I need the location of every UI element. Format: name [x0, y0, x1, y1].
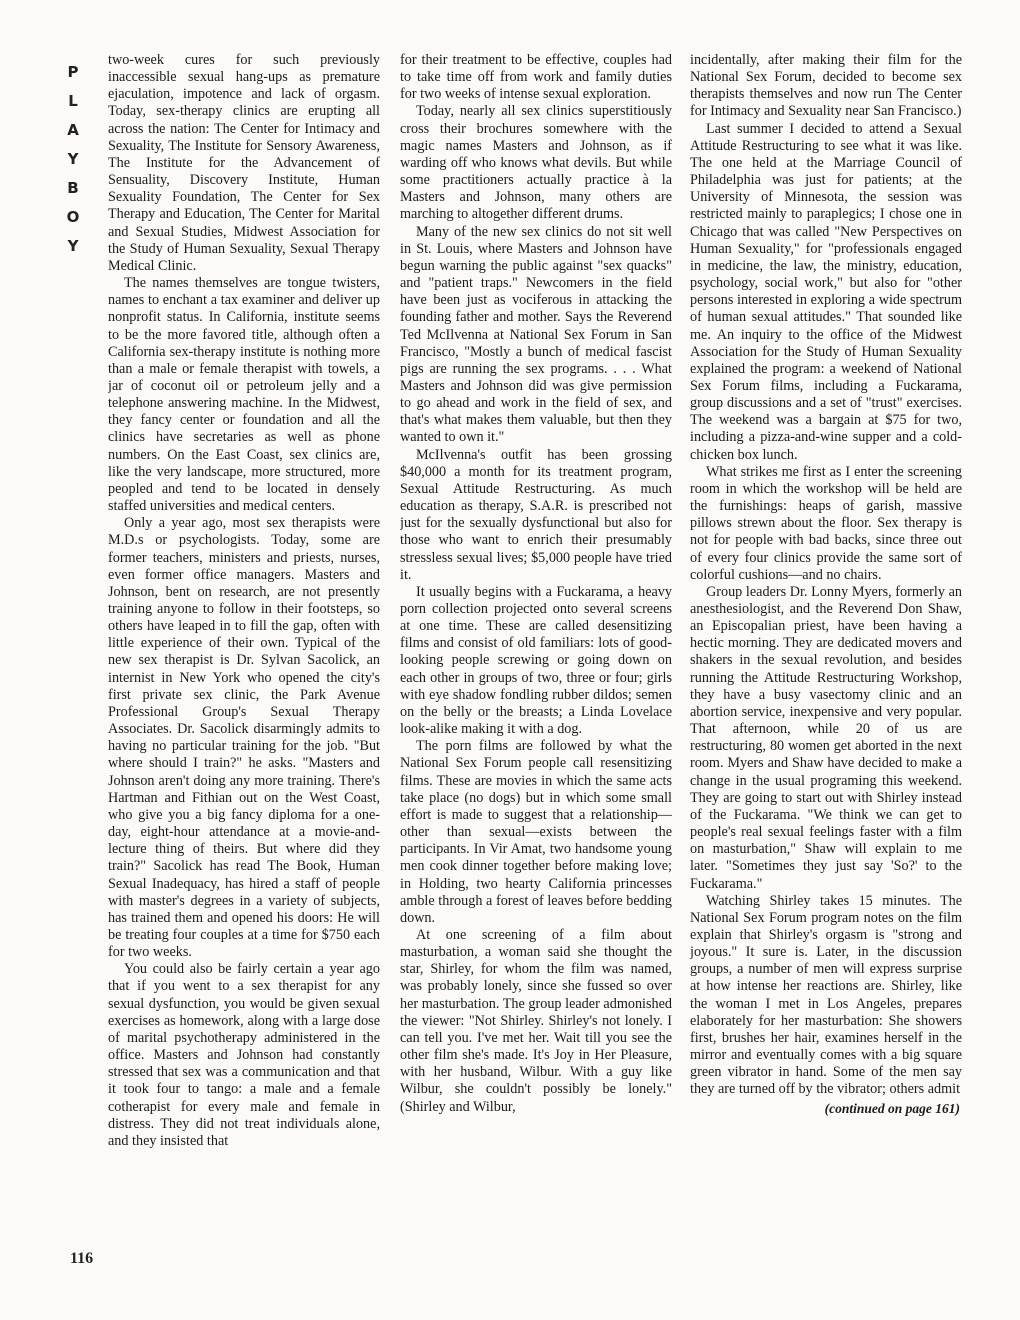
paragraph: incidentally, after making their film for the National Sex Forum, decided to become sex therapists themselves and now run The Center for Intimacy and Sexuality near San Francisco.)	[690, 52, 962, 120]
masthead-letter: P	[67, 63, 79, 81]
paragraph: You could also be fairly certain a year ago that if you went to a sex therapist for any sexual dysfunction, you would be given sexual exercises as homework, along with a large dose of marital psychotherapy administered in the office. Masters and Johnson had constantly stressed that sex was a communication and that it took four to tango: a male and a female cotherapist for every male and female in distress. They did not treat individuals alone, and they insisted that	[108, 961, 380, 1149]
paragraph: Many of the new sex clinics do not sit well in St. Louis, where Masters and Johnson have begun warning the public against "sex quacks" and "patient traps." Newcomers in the field have been just as vociferous in attacking the founding father and mother. Says the Reverend Ted McIlvenna at National Sex Forum in San Francisco, "Mostly a bunch of medical fascist pigs are running the sex programs. . . . What Masters and Johnson did was give permission to go ahead and work in the field of sex, and that's what makes them valuable, but then they wanted to own it."	[400, 223, 672, 446]
paragraph: The names themselves are tongue twisters, names to enchant a tax examiner and deliver up nonprofit status. In California, institute seems to be the more favored title, although often a California sex-therapy institute is nothing more than a male or female therapist with towels, a jar of coconut oil or petroleum jelly and a telephone answering machine. In the Midwest, they fancy center or foundation and all the clinics have secretaries as well as phone numbers. On the East Coast, sex clinics are, like the very landscape, more structured, more peopled and tend to be located in densely staffed universities and medical centers.	[108, 275, 380, 515]
masthead-letter: B	[67, 179, 79, 197]
article-column-2	[400, 52, 672, 1116]
article-column-3	[690, 52, 962, 1117]
paragraph: At one screening of a film about masturbation, a woman said she thought the star, Shirley, for whom the film was named, was probably lonely, since she fussed so over her masturbation. The group leader admonished the viewer: "Not Shirley. Shirley's not lonely. I can tell you. I've met her. Wait till you see the other film she's made. It's Joy in Her Pleasure, with her husband, Wilbur. With a guy like Wilbur, she couldn't possibly be lonely." (Shirley and Wilbur,	[400, 926, 672, 1115]
paragraph: Today, nearly all sex clinics superstitiously cross their brochures somewhere with the magic names Masters and Johnson, as if warding off who knows what devils. But while some practitioners actually practice à la Masters and Johnson, many others are marching to altogether different drums.	[400, 103, 672, 223]
paragraph: Group leaders Dr. Lonny Myers, formerly an anesthesiologist, and the Reverend Don Shaw, an Episcopalian priest, have been having a hectic morning. They are dedicated movers and shakers in the sexual revolution, and besides running the Attitude Restructuring Workshop, they have a busy vasectomy clinic and an abortion service, inexpensive and very popular. That afternoon, while 20 of us are restructuring, 80 women get aborted in the next room. Myers and Shaw have decided to make a change in the usual programing this weekend. They are going to start out with Shirley instead of the Fuckarama. "We think we can get to people's real sexual feelings faster with a film on masturbation," Shaw will explain to me later. "Sometimes they just say 'So?' to the Fuckarama."	[690, 583, 962, 892]
article-column-1	[108, 52, 380, 1150]
paragraph: for their treatment to be effective, couples had to take time off from work and family duties for two weeks of intense sexual exploration.	[400, 52, 672, 103]
masthead-letter: L	[68, 92, 78, 110]
magazine-masthead	[58, 58, 88, 261]
paragraph: The porn films are followed by what the National Sex Forum people call resensitizing films. These are movies in which the same acts take place (no dogs) but in which some small effort is made to suggest that a relationship—other than sexual—exists between the participants. In Vir Amat, two handsome young men cook dinner together before making love; in Holding, two hearty California princesses amble through a forest of leaves before bedding down.	[400, 738, 672, 926]
paragraph: Watching Shirley takes 15 minutes. The National Sex Forum program notes on the film explain that Shirley's orgasm is "strong and joyous." It sure is. Later, in the discussion groups, a number of men will express surprise at how intense her reactions are. Shirley, like the woman I met in Los Angeles, prepares elaborately for her masturbation: She showers first, brushes her hair, examines herself in the mirror and eventually comes with a big square green vibrator in hand. Some of the men say they are turned off by the vibrator; others admit	[690, 892, 962, 1098]
paragraph: It usually begins with a Fuckarama, a heavy porn collection projected onto several screens at one time. These are called desensitizing films and consist of old familiars: lots of good-looking people screwing or going down on each other in groups of two, three or four; girls with eye shadow fondling rubber dildos; semen on the belly or the breasts; a Linda Lovelace look-alike making it with a dog.	[400, 583, 672, 738]
masthead-letter: Y	[67, 150, 79, 168]
masthead-letter: A	[67, 121, 79, 139]
paragraph: Only a year ago, most sex therapists were M.D.s or psychologists. Today, some are former teachers, ministers and priests, nurses, even former office managers. Masters and Johnson, bent on research, are not presently training anyone to follow in their footsteps, so others have leaped in to fill the gap, often with little experience of their own. Typical of the new sex therapist is Dr. Sylvan Sacolick, an internist in New York who opened the city's first private sex clinic, the Park Avenue Professional Group's Sexual Therapy Associates. Dr. Sacolick disarmingly admits to having no particular training for the job. "But where should I train?" he asks. "Masters and Johnson aren't doing any more training. There's Hartman and Fithian out on the West Coast, who give you a big fancy diploma for a one-day, eight-hour attendance at a movie-and-lecture thing of theirs. But where did they train?" Sacolick has read The Book, Human Sexual Inadequacy, has hired a staff of people with master's degrees in a variety of subjects, has trained them and opened his doors: He will be treating four couples at a time for $750 each for two weeks.	[108, 515, 380, 961]
paragraph: McIlvenna's outfit has been grossing $40,000 a month for its treatment program, Sexual Attitude Restructuring. As much education as therapy, S.A.R. is prescribed not just for the sexually dysfunctional but also for those who want to enrich their presumably stressless sexual lives; $5,000 people have tried it.	[400, 446, 672, 583]
page-number: 116	[70, 1250, 94, 1267]
paragraph: Last summer I decided to attend a Sexual Attitude Restructuring to see what it was like. The one held at the Marriage Council of Philadelphia was just for patients; at the University of Minnesota, the session was restricted mainly to paraplegics; I chose one in Chicago that was called "New Perspectives on Human Sexuality," for "professionals engaged in medicine, the law, the ministry, education, psychology, social work," but also for "other persons interested in exploring a wide spectrum of human sexual attitudes." That sounded like me. An inquiry to the office of the Midwest Association for the Study of Human Sexuality explained the program: a weekend of National Sex Forum films, including a Fuckarama, group discussions and a set of "trust" exercises. The weekend was a bargain at $75 for two, including a pizza-and-wine supper and a cold-chicken box lunch.	[690, 120, 962, 463]
paragraph: What strikes me first as I enter the screening room in which the workshop will be held are the furnishings: heaps of garish, massive pillows strewn about the floor. Sex therapy is not for people with bad backs, since three out of every four clinics provide the same sort of colorful cushions—and no chairs.	[690, 463, 962, 583]
paragraph: two-week cures for such previously inaccessible sexual hang-ups as premature ejaculation, impotence and lack of orgasm. Today, sex-therapy clinics are erupting all across the nation: The Center for Intimacy and Sexuality, The Institute for Sensory Awareness, The Institute for the Advancement of Sensuality, Discovery Institute, Human Sexuality Foundation, The Center for Sex Therapy and Education, The Center for Marital and Sexual Studies, Midwest Association for the Study of Human Sexuality, Sexual Therapy Medical Clinic.	[108, 52, 380, 274]
masthead-letter: O	[66, 208, 80, 226]
masthead-letter: Y	[67, 237, 79, 255]
continuation-note: (continued on page 161)	[824, 1100, 960, 1116]
